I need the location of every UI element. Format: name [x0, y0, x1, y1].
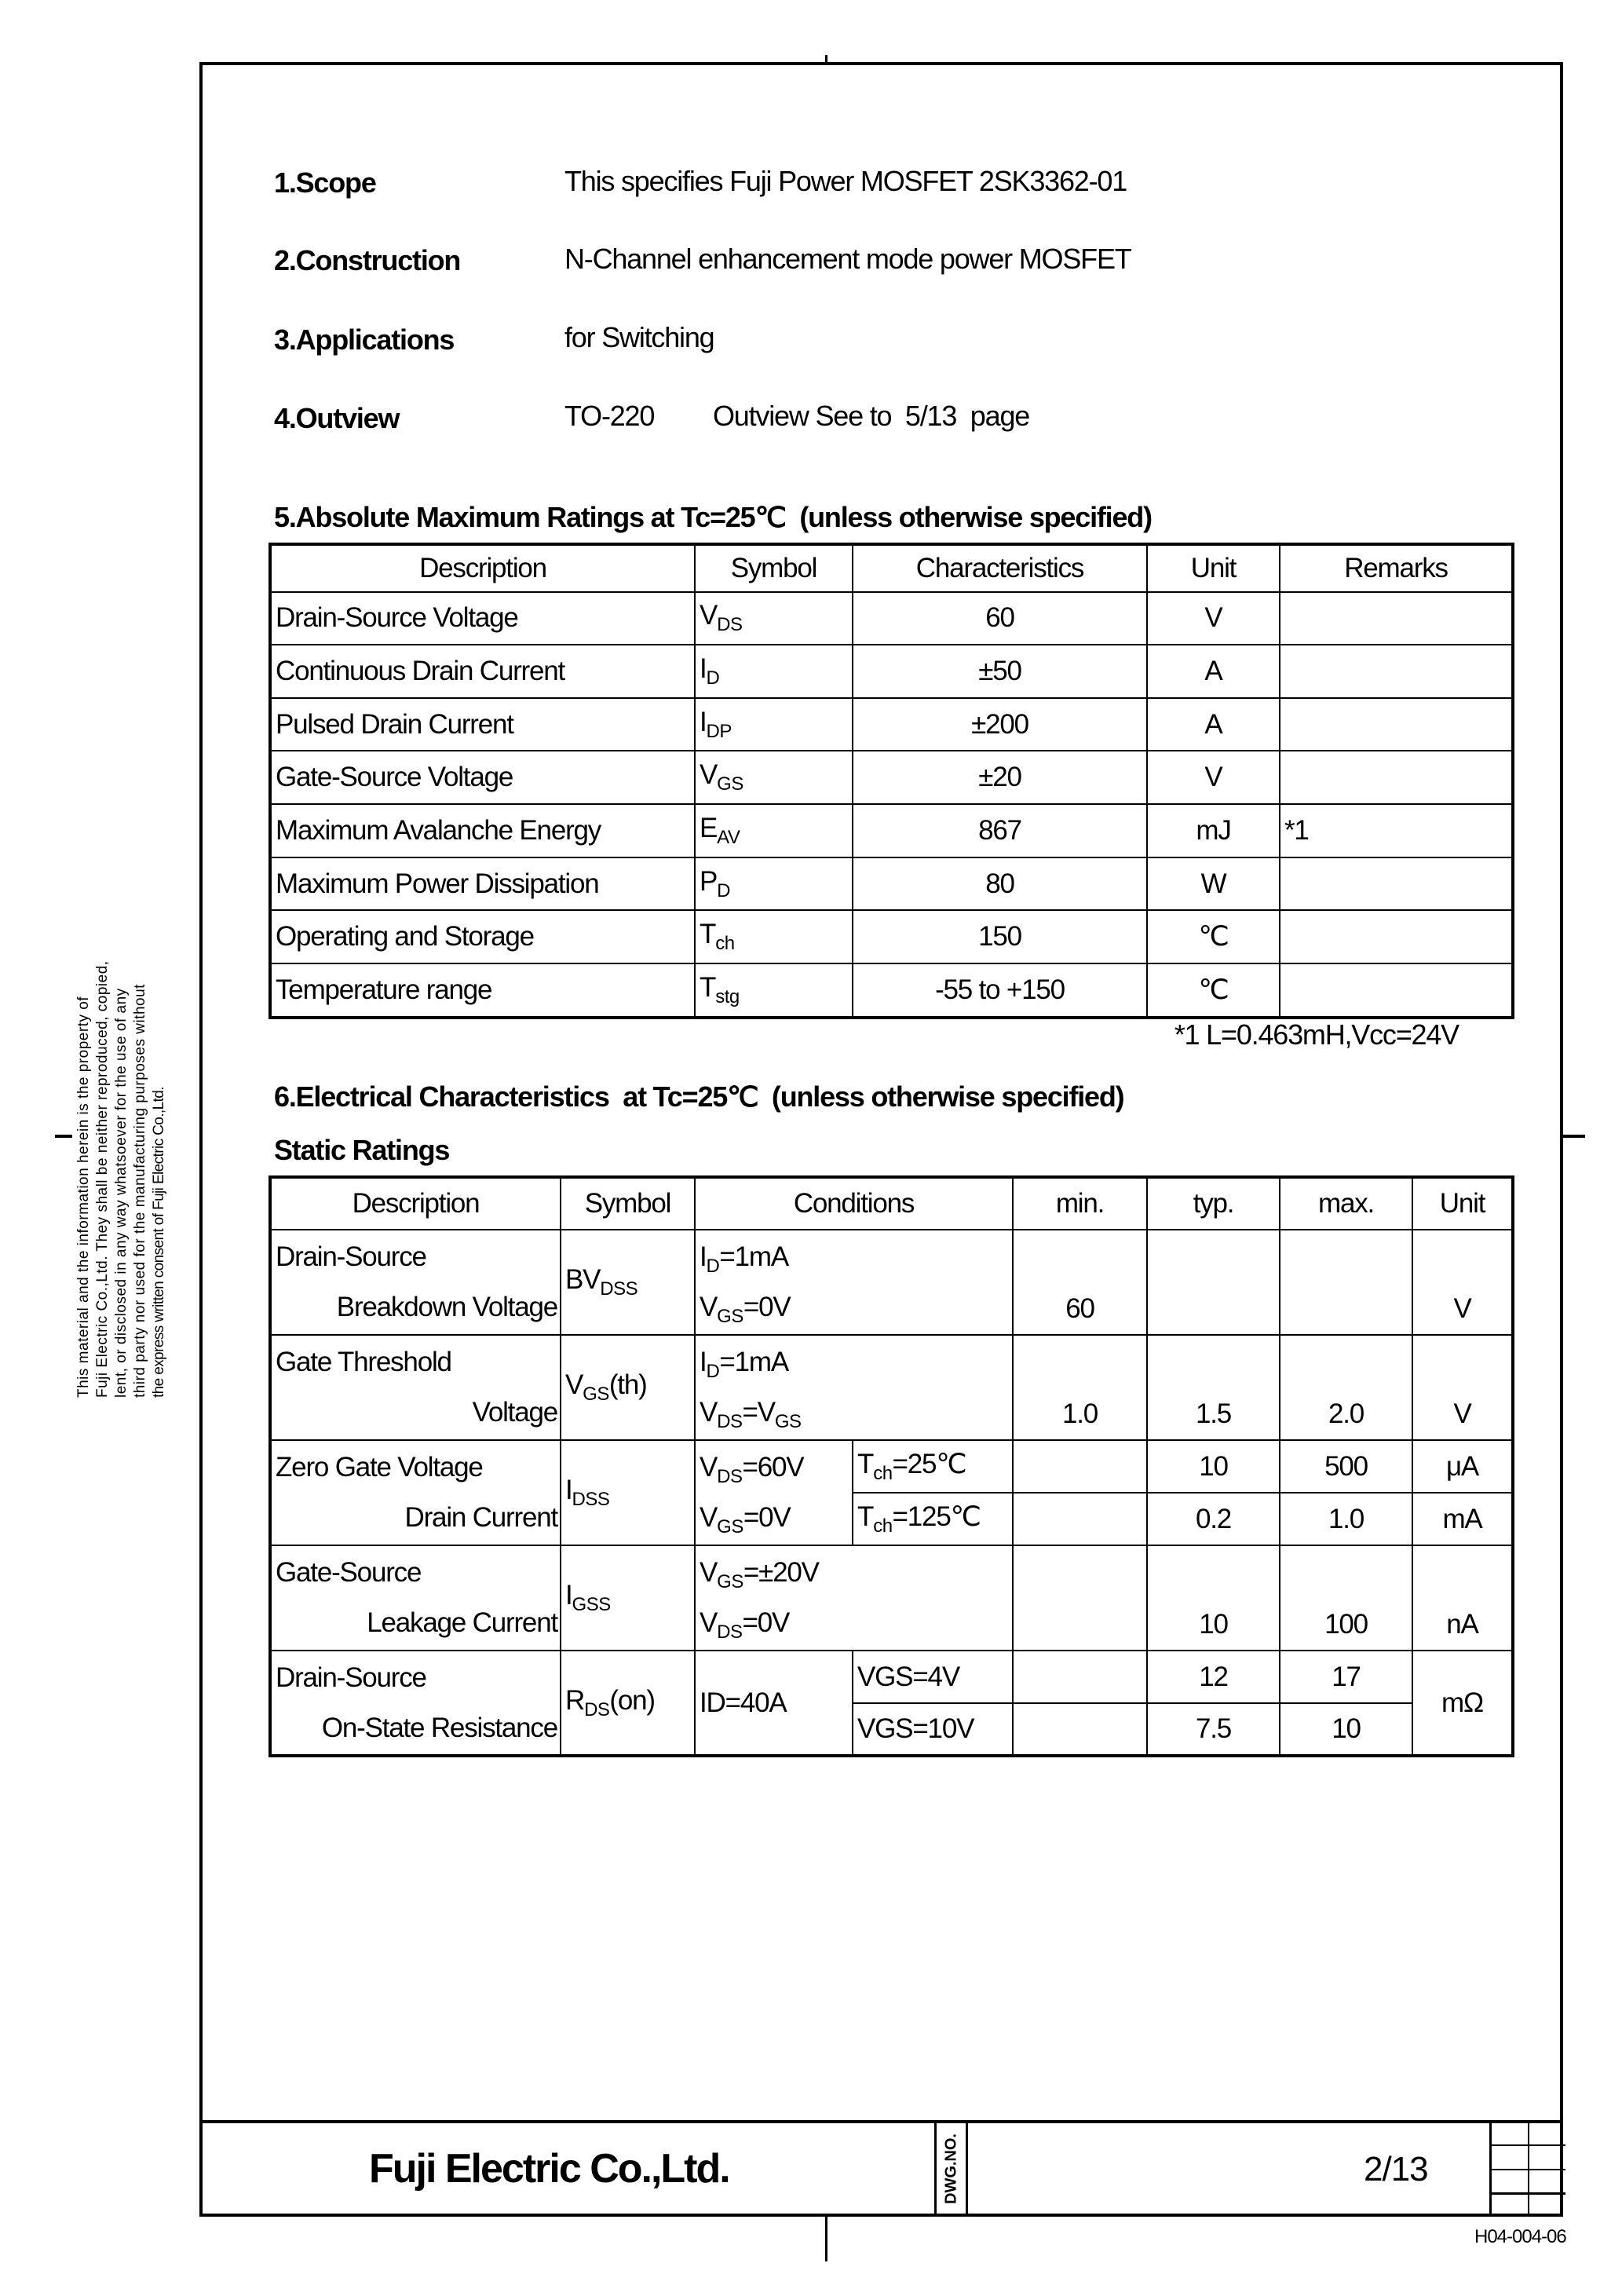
text: T — [857, 1501, 874, 1532]
outview-value: Outview See to 5/13 page — [713, 400, 1030, 432]
text: BV — [565, 1264, 601, 1295]
characteristic-value: 150 — [853, 910, 1147, 963]
table-row — [270, 910, 1513, 963]
applications-label: 3.Applications — [274, 324, 455, 356]
construction-value: N-Channel enhancement mode power MOSFET — [564, 243, 1131, 275]
characteristic-value: -55 to +150 — [853, 963, 1147, 1018]
subscript: ch — [715, 933, 735, 955]
characteristic-value: 80 — [853, 857, 1147, 911]
text: T — [857, 1448, 874, 1479]
text: (on) — [609, 1684, 655, 1716]
text: =60V — [742, 1452, 804, 1483]
subscript: GS — [717, 1516, 743, 1537]
description: Gate-Source Voltage — [270, 751, 695, 804]
characteristic-value: ±50 — [853, 645, 1147, 698]
condition — [853, 1493, 1013, 1545]
text: I — [700, 1241, 707, 1272]
condition — [700, 1548, 1008, 1598]
center-mark-bottom — [825, 2217, 827, 2261]
condition — [853, 1440, 1013, 1493]
subscript: GS — [717, 1306, 743, 1327]
subscript: DSS — [600, 1278, 638, 1300]
elec-title: 6.Electrical Characteristics at Tc=25℃ (unless otherwise specified) — [274, 1080, 1124, 1113]
max-value: 500 — [1280, 1440, 1412, 1493]
text: =0V — [742, 1607, 790, 1638]
text: (th) — [608, 1369, 647, 1400]
subscript: DS — [717, 1411, 743, 1432]
subscript: D — [717, 879, 730, 901]
unit: V — [1453, 1293, 1471, 1324]
notice-line: This material and the information herein is the property of — [75, 996, 92, 1398]
construction-label: 2.Construction — [274, 244, 461, 276]
remarks — [1280, 592, 1513, 645]
subscript: D — [706, 1361, 720, 1382]
subscript: ch — [873, 1515, 893, 1537]
subscript: AV — [717, 826, 740, 848]
text: T — [700, 971, 716, 1003]
description: Drain-Source Voltage — [270, 592, 695, 645]
condition: ID=40A — [695, 1651, 853, 1756]
description: Gate-Source — [276, 1557, 422, 1588]
description: Breakdown Voltage — [336, 1292, 557, 1322]
subscript: DSS — [572, 1489, 610, 1510]
unit: V — [1147, 592, 1280, 645]
subscript: D — [706, 667, 720, 689]
table-row-rdson — [270, 1651, 1513, 1703]
description: Operating and Storage — [270, 910, 695, 963]
text: =V — [742, 1397, 775, 1428]
subscript: GS — [774, 1411, 802, 1432]
unit: ℃ — [1147, 963, 1280, 1018]
company-name: Fuji Electric Co.,Ltd. — [369, 2146, 729, 2192]
text: V — [700, 1607, 718, 1638]
description: Gate Threshold — [276, 1347, 451, 1377]
description: Zero Gate Voltage — [276, 1452, 483, 1483]
outview-label: 4.Outview — [274, 402, 400, 434]
notice-line: Fuji Electric Co.,Ltd. They shall be neither reproduced, copied, — [94, 960, 111, 1398]
condition — [700, 1232, 1008, 1282]
text: I — [565, 1580, 572, 1610]
text: I — [700, 653, 707, 685]
dwg-no-cell — [934, 2120, 968, 2217]
symbol — [561, 1651, 695, 1756]
table-row — [270, 857, 1513, 911]
static-ratings-table — [269, 1175, 1514, 1757]
notice-line: the express written consent of Fuji Electric Co.,Ltd. — [151, 1087, 167, 1398]
table-row — [270, 698, 1513, 751]
header-symbol: Symbol — [695, 544, 853, 592]
remarks — [1280, 751, 1513, 804]
text: V — [700, 600, 718, 631]
description: Drain Current — [404, 1502, 557, 1533]
typ-value: 0.2 — [1147, 1493, 1280, 1545]
unit: A — [1147, 698, 1280, 751]
condition — [700, 1442, 848, 1493]
condition — [700, 1493, 848, 1543]
max-value: 2.0 — [1328, 1398, 1364, 1429]
page-number: 2/13 — [1364, 2150, 1428, 2188]
text: P — [700, 865, 718, 897]
header-max: max. — [1280, 1177, 1412, 1230]
text: I — [565, 1475, 572, 1505]
symbol — [695, 698, 853, 751]
unit: μA — [1412, 1440, 1513, 1493]
scope-label: 1.Scope — [274, 166, 376, 199]
abs-max-title: 5.Absolute Maximum Ratings at Tc=25℃ (unless otherwise specified) — [274, 501, 1152, 533]
header-description: Description — [270, 1177, 561, 1230]
unit: A — [1147, 645, 1280, 698]
symbol — [695, 645, 853, 698]
text: I — [700, 1347, 707, 1377]
text: I — [700, 706, 707, 737]
subscript: D — [706, 1256, 720, 1277]
max-value: 100 — [1324, 1609, 1368, 1640]
unit: nA — [1446, 1609, 1478, 1640]
static-ratings-subtitle: Static Ratings — [274, 1134, 450, 1166]
symbol — [561, 1545, 695, 1651]
symbol — [561, 1335, 695, 1440]
header-characteristics: Characteristics — [853, 544, 1147, 592]
notice-line: third party nor used for the manufacturing purposes without — [132, 984, 148, 1398]
max-value: 1.0 — [1280, 1493, 1412, 1545]
text: R — [565, 1684, 585, 1716]
description: Leakage Current — [367, 1607, 557, 1638]
header-unit: Unit — [1147, 544, 1280, 592]
subscript: GSS — [572, 1594, 611, 1615]
symbol — [561, 1230, 695, 1335]
max-value: 10 — [1280, 1703, 1412, 1756]
applications-value: for Switching — [564, 321, 714, 353]
notice-line: lent, or disclosed in any way whatsoever for the use of any — [113, 988, 130, 1398]
subscript: DS — [717, 614, 743, 636]
text: V — [565, 1369, 583, 1400]
condition: VGS=10V — [853, 1703, 1013, 1756]
remarks: *1 — [1280, 804, 1513, 857]
table-header-row — [270, 1177, 1513, 1230]
remarks — [1280, 698, 1513, 751]
table-row-idss — [270, 1440, 1513, 1493]
text: V — [700, 1557, 718, 1588]
text: =0V — [743, 1502, 791, 1533]
header-typ: typ. — [1147, 1177, 1280, 1230]
subscript: ch — [873, 1462, 893, 1484]
remarks — [1280, 910, 1513, 963]
characteristic-value: ±200 — [853, 698, 1147, 751]
subscript: DS — [717, 1621, 743, 1643]
text: =±20V — [743, 1557, 819, 1588]
description: Temperature range — [270, 963, 695, 1018]
typ-value: 1.5 — [1195, 1398, 1232, 1429]
characteristic-value: 60 — [853, 592, 1147, 645]
text: T — [700, 919, 716, 950]
unit: V — [1147, 751, 1280, 804]
condition — [700, 1598, 1008, 1648]
table-header-row — [270, 544, 1513, 592]
description: Maximum Power Dissipation — [270, 857, 695, 911]
symbol — [695, 592, 853, 645]
subscript: DP — [706, 720, 732, 742]
typ-value: 7.5 — [1147, 1703, 1280, 1756]
remarks — [1280, 857, 1513, 911]
text: V — [700, 1452, 718, 1483]
subscript: DS — [717, 1466, 743, 1487]
header-min: min. — [1013, 1177, 1147, 1230]
subscript: GS — [717, 773, 743, 795]
max-value: 17 — [1280, 1651, 1412, 1703]
table-row-igss — [270, 1545, 1513, 1651]
symbol — [695, 751, 853, 804]
unit: mJ — [1147, 804, 1280, 857]
description: On-State Resistance — [321, 1712, 557, 1743]
table-row — [270, 751, 1513, 804]
table-row — [270, 592, 1513, 645]
remarks — [1280, 645, 1513, 698]
table-row-vgsth — [270, 1335, 1513, 1440]
description: Continuous Drain Current — [270, 645, 695, 698]
min-value: 60 — [1065, 1293, 1094, 1324]
symbol — [561, 1440, 695, 1545]
typ-value: 12 — [1147, 1651, 1280, 1703]
text: =1mA — [719, 1347, 788, 1377]
revision-grid — [1489, 2120, 1563, 2217]
text: =0V — [743, 1292, 791, 1322]
typ-value: 10 — [1147, 1440, 1280, 1493]
characteristic-value: 867 — [853, 804, 1147, 857]
outview-package: TO-220 — [564, 400, 655, 432]
text: V — [700, 1292, 718, 1322]
unit: mA — [1412, 1493, 1513, 1545]
description: Pulsed Drain Current — [270, 698, 695, 751]
unit: V — [1453, 1398, 1471, 1429]
center-mark-right — [1563, 1135, 1585, 1138]
unit: ℃ — [1147, 910, 1280, 963]
symbol — [695, 857, 853, 911]
min-value: 1.0 — [1061, 1398, 1098, 1429]
condition — [700, 1282, 1008, 1333]
form-code: H04-004-06 — [1474, 2226, 1566, 2247]
text: V — [700, 759, 718, 791]
symbol — [695, 804, 853, 857]
characteristic-value: ±20 — [853, 751, 1147, 804]
subscript: stg — [715, 985, 740, 1007]
table-row — [270, 645, 1513, 698]
symbol — [695, 910, 853, 963]
unit: mΩ — [1412, 1651, 1513, 1756]
remarks — [1280, 963, 1513, 1018]
table-row — [270, 963, 1513, 1018]
text: V — [700, 1397, 718, 1428]
typ-value: 10 — [1199, 1609, 1228, 1640]
dwg-no-label: DWG.NO. — [942, 2133, 959, 2204]
abs-max-table — [269, 543, 1514, 1019]
center-mark-left — [55, 1135, 72, 1138]
header-description: Description — [270, 544, 695, 592]
abs-max-footnote: *1 L=0.463mH,Vcc=24V — [1174, 1018, 1459, 1051]
text: V — [700, 1502, 718, 1533]
description: Drain-Source — [276, 1241, 426, 1272]
condition — [700, 1387, 1008, 1438]
description: Drain-Source — [276, 1662, 426, 1693]
condition: VGS=4V — [853, 1651, 1013, 1703]
subscript: GS — [583, 1384, 609, 1405]
text: E — [700, 812, 718, 843]
table-row-bvdss — [270, 1230, 1513, 1335]
description: Voltage — [472, 1397, 557, 1428]
center-mark-top — [825, 55, 827, 64]
description: Maximum Avalanche Energy — [270, 804, 695, 857]
header-symbol: Symbol — [561, 1177, 695, 1230]
scope-value: This specifies Fuji Power MOSFET 2SK3362-01 — [564, 165, 1127, 197]
header-unit: Unit — [1412, 1177, 1513, 1230]
unit: W — [1147, 857, 1280, 911]
text: =125℃ — [892, 1501, 981, 1532]
header-conditions: Conditions — [695, 1177, 1013, 1230]
subscript: DS — [584, 1698, 610, 1720]
condition — [700, 1337, 1008, 1387]
text: =25℃ — [892, 1448, 966, 1479]
table-row — [270, 804, 1513, 857]
header-remarks: Remarks — [1280, 544, 1513, 592]
confidentiality-notice — [75, 895, 169, 1398]
symbol — [695, 963, 853, 1018]
subscript: GS — [717, 1571, 743, 1592]
text: =1mA — [719, 1241, 788, 1272]
